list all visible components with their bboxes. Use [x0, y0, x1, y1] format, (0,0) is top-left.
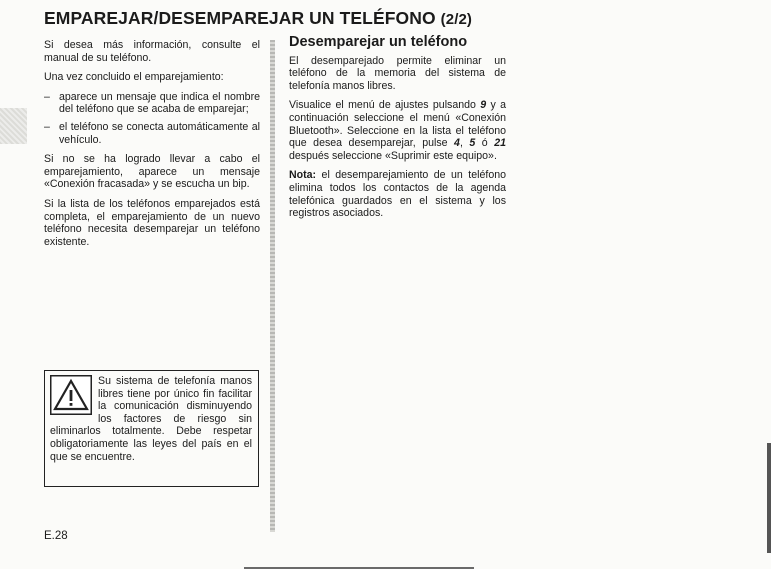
key-number: 21	[494, 137, 506, 150]
paragraph: Si desea más información, consulte el manual de su teléfono.	[44, 39, 260, 64]
text-run: ,	[459, 137, 470, 150]
warning-triangle-icon	[50, 375, 92, 415]
bullet-list	[44, 91, 260, 146]
page-title-suffix: (2/2)	[440, 11, 472, 28]
right-edge-mark	[767, 443, 771, 553]
right-column	[289, 36, 506, 227]
list-item: – el teléfono se conecta automáticamente al vehículo.	[44, 121, 260, 146]
note-label: Nota:	[289, 169, 317, 182]
note-paragraph	[289, 169, 506, 219]
paragraph: Si no se ha logrado llevar a cabo el emparejamiento, aparece un mensaje «Conexión fracasada» y se escucha un bip.	[44, 153, 260, 191]
warning-box	[44, 370, 259, 487]
text-run: y a continuación seleccione el menú «Conexión Bluetooth». Seleccione en la lista el teléfono que desea desemparejar, pulse	[289, 99, 506, 150]
note-text: el desemparejamiento de un teléfono elimina todos los contactos de la agenda telefónica guardados en el sistema y los registros asociados.	[289, 169, 506, 220]
key-number: 5	[469, 137, 476, 150]
text-run: después seleccione «Suprimir este equipo».	[289, 149, 497, 162]
list-item: – aparece un mensaje que indica el nombre del teléfono que se acaba de emparejar;	[44, 91, 260, 116]
warning-text: Su sistema de telefonía manos libres tiene por único fin facilitar la comunicación disminuyendo los factores de riesgo sin eliminarlos totalmente. Debe respetar obligatoriamente las leyes del país en el que se encuentre.	[50, 375, 252, 463]
paragraph: El desemparejado permite eliminar un teléfono de la memoria del sistema de telefonía manos libres.	[289, 54, 506, 92]
column-divider	[270, 40, 275, 532]
text-run: ó	[475, 137, 495, 150]
key-number: 9	[480, 99, 487, 112]
page-title-text: EMPAREJAR/DESEMPAREJAR UN TELÉFONO	[44, 8, 436, 28]
text-run: Visualice el menú de ajustes pulsando	[289, 99, 481, 112]
section-tab-marker	[0, 108, 27, 144]
left-column	[44, 39, 260, 255]
paragraph: Una vez concluido el emparejamiento:	[44, 71, 224, 84]
page-title	[44, 8, 472, 29]
key-number: 4	[454, 137, 460, 150]
paragraph: Si la lista de los teléfonos emparejados está completa, el emparejamiento de un nuevo teléfono necesita desemparejar un teléfono existente.	[44, 197, 260, 248]
page-number: E.28	[44, 530, 68, 542]
section-subtitle: Desemparejar un teléfono	[289, 34, 468, 50]
paragraph-instructions	[289, 99, 506, 162]
